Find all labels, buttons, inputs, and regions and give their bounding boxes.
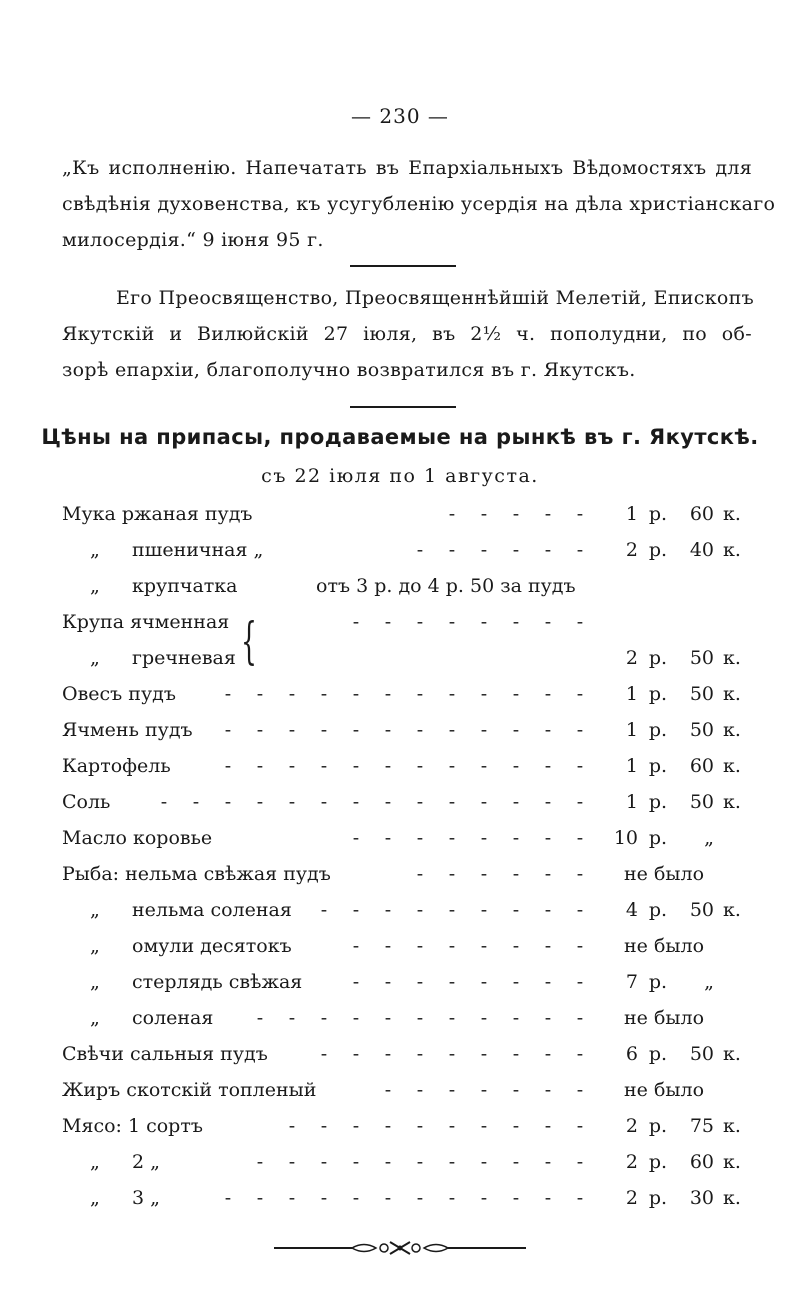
price-roubles-number: 6 — [625, 1043, 638, 1065]
item-label: Ячмень пудъ — [62, 719, 193, 741]
ditto-mark: „ — [90, 647, 100, 669]
item-name — [62, 536, 263, 564]
kopeck-abbrev: к. — [723, 683, 741, 705]
item-name — [62, 1184, 160, 1212]
rouble-abbrev: р. — [648, 899, 668, 921]
item-name — [62, 824, 212, 852]
price-roubles-number: 2 — [625, 539, 638, 561]
rouble-abbrev: р. — [648, 503, 668, 525]
ditto-mark: „ — [90, 971, 100, 993]
item-name — [62, 1004, 213, 1032]
price-kopecks-number: 50 — [689, 1043, 714, 1065]
item-label: Рыба: нельма свѣжая пудъ — [62, 863, 331, 885]
item-name — [62, 932, 292, 960]
brace-bracket: { — [241, 612, 257, 670]
leader-dashes: - - - - - - - - - — [320, 1043, 584, 1065]
ditto-mark: „ — [90, 1187, 100, 1209]
price-row — [62, 644, 754, 672]
kopeck-abbrev: к. — [723, 503, 741, 525]
price-row — [62, 860, 754, 888]
price-roubles-number: 2 — [625, 1187, 638, 1209]
leader-dashes: - - - - - - - - — [352, 935, 584, 957]
leader-dashes: - - - - - - - - - - - - — [224, 1187, 584, 1209]
item-name — [62, 968, 302, 996]
leader-dashes: - - - - - - - - — [352, 971, 584, 993]
item-price — [610, 968, 754, 996]
not-available-label: не было — [624, 1079, 705, 1101]
leader-dashes: - - - - - - - - — [352, 611, 584, 633]
price-roubles-number: 10 — [613, 827, 638, 849]
not-available-label: не было — [624, 935, 705, 957]
kopeck-abbrev: к. — [723, 1115, 741, 1137]
rouble-abbrev: р. — [648, 1115, 668, 1137]
item-label: Соль — [62, 791, 111, 813]
price-roubles-number: 7 — [625, 971, 638, 993]
item-price — [610, 896, 754, 924]
price-row — [62, 788, 754, 816]
leader-dashes: - - - - - - - - - - - - — [224, 719, 584, 741]
item-price — [610, 1148, 754, 1176]
item-label: гречневая — [132, 647, 236, 669]
item-name — [62, 788, 110, 816]
price-roubles-number: 1 — [625, 791, 638, 813]
item-label: Картофель — [62, 755, 171, 777]
leader-dashes: - - - - - - — [416, 863, 584, 885]
paragraph-line: свѣдѣнія духовенства, къ усугубленію усердія на дѣла христіанскаго — [62, 193, 776, 215]
paragraph-line: Его Преосвященство, Преосвященнѣйшій Мелетій, Епископъ — [116, 287, 754, 309]
price-row — [62, 1040, 754, 1068]
price-row — [62, 608, 754, 636]
item-label: Жиръ скотскій топленый — [62, 1079, 317, 1101]
rouble-abbrev: р. — [648, 1187, 668, 1209]
item-label: Мясо: 1 сортъ — [62, 1115, 203, 1137]
item-price — [610, 500, 754, 528]
price-roubles-number: 2 — [625, 647, 638, 669]
item-name — [62, 500, 253, 528]
item-label: 2 „ — [132, 1151, 160, 1173]
rouble-abbrev: р. — [648, 791, 668, 813]
item-name — [62, 860, 331, 888]
price-kopecks-number: 50 — [689, 899, 714, 921]
item-label: Свѣчи сальныя пудъ — [62, 1043, 268, 1065]
item-label: крупчатка — [132, 575, 238, 597]
kopeck-abbrev: к. — [723, 1151, 741, 1173]
item-price — [610, 1112, 754, 1140]
kopeck-abbrev: к. — [723, 791, 741, 813]
rouble-abbrev: р. — [648, 755, 668, 777]
leader-dashes: - - - - - - — [416, 539, 584, 561]
price-roubles-number: 1 — [625, 503, 638, 525]
price-row — [62, 680, 754, 708]
item-name — [62, 1076, 316, 1104]
ditto-mark: „ — [90, 935, 100, 957]
price-roubles-number: 1 — [625, 683, 638, 705]
price-kopecks-number: 30 — [689, 1187, 714, 1209]
item-label: пшеничная „ — [132, 539, 264, 561]
paragraph-line: зорѣ епархіи, благополучно возвратился въ г. Якутскъ. — [62, 359, 636, 381]
price-kopecks-number: 60 — [689, 755, 714, 777]
kopeck-abbrev: к. — [723, 1187, 741, 1209]
leader-dashes: - - - - - - - - - - - — [256, 1151, 584, 1173]
price-kopecks-number: „ — [704, 971, 714, 993]
kopeck-abbrev: к. — [723, 899, 741, 921]
item-name — [62, 716, 193, 744]
item-name — [62, 1112, 203, 1140]
item-price — [610, 824, 754, 852]
paragraph-line: „Къ исполненію. Напечатать въ Епархіальныхъ Вѣдомостяхъ для — [62, 157, 752, 179]
item-label: Овесъ пудъ — [62, 683, 176, 705]
leader-dashes: - - - - - - - - — [352, 827, 584, 849]
leader-dashes: - - - - - - - - - - — [288, 1115, 584, 1137]
item-name — [62, 608, 229, 636]
leader-dashes: - - - - - - - - - - - - — [224, 683, 584, 705]
price-row — [62, 500, 754, 528]
item-label: Масло коровье — [62, 827, 213, 849]
price-row — [62, 536, 754, 564]
item-price — [610, 644, 754, 672]
rouble-abbrev: р. — [648, 1043, 668, 1065]
kopeck-abbrev: к. — [723, 647, 741, 669]
rouble-abbrev: р. — [648, 539, 668, 561]
price-kopecks-number: 60 — [689, 503, 714, 525]
section-divider — [350, 265, 456, 267]
leader-dashes: - - - - - - - - - - - - - - — [160, 791, 584, 813]
item-name — [62, 644, 236, 672]
item-price — [610, 680, 754, 708]
price-row — [62, 1076, 754, 1104]
price-roubles-number: 2 — [625, 1151, 638, 1173]
price-kopecks-number: 40 — [689, 539, 714, 561]
paragraph-line: милосердія.“ 9 іюня 95 г. — [62, 229, 324, 251]
price-row — [62, 968, 754, 996]
item-price — [610, 716, 754, 744]
ditto-mark: „ — [90, 1007, 100, 1029]
leader-dashes: - - - - - — [448, 503, 584, 525]
item-label: нельма соленая — [132, 899, 292, 921]
not-available-label: не было — [624, 1007, 705, 1029]
resolution-paragraph — [62, 150, 776, 258]
price-kopecks-number: 50 — [689, 719, 714, 741]
price-row — [62, 716, 754, 744]
price-list-title: Цѣны на припасы, продаваемые на рынкѣ въ г. Якутскѣ. — [41, 425, 759, 449]
price-kopecks-number: 50 — [689, 647, 714, 669]
price-kopecks-number: 50 — [689, 683, 714, 705]
item-price — [610, 932, 754, 960]
price-row — [62, 896, 754, 924]
price-row — [62, 1184, 754, 1212]
not-available-label: не было — [624, 863, 705, 885]
item-price — [610, 788, 754, 816]
item-price — [610, 752, 754, 780]
kopeck-abbrev: к. — [723, 755, 741, 777]
item-name — [62, 896, 292, 924]
ditto-mark: „ — [90, 575, 100, 597]
price-row — [62, 932, 754, 960]
rouble-abbrev: р. — [648, 647, 668, 669]
paragraph-line: Якутскій и Вилюйскій 27 іюля, въ 2½ ч. пополудни, по об- — [62, 323, 752, 345]
item-label: Мука ржаная пудъ — [62, 503, 253, 525]
ornament-divider — [274, 1240, 526, 1256]
leader-dashes: - - - - - - - - - - - — [256, 1007, 584, 1029]
item-name — [62, 680, 176, 708]
price-list-period: съ 22 іюля по 1 августа. — [261, 465, 539, 487]
item-price — [610, 1040, 754, 1068]
section-divider — [350, 406, 456, 408]
price-row — [62, 824, 754, 852]
page-number: — 230 — — [351, 104, 449, 128]
price-kopecks-number: 50 — [689, 791, 714, 813]
price-row — [62, 752, 754, 780]
price-kopecks-number: „ — [704, 827, 714, 849]
price-roubles-number: 2 — [625, 1115, 638, 1137]
item-label: стерлядь свѣжая — [132, 971, 303, 993]
leader-dashes: - - - - - - - - - — [320, 899, 584, 921]
item-label: Крупа ячменная — [62, 611, 230, 633]
item-label: 3 „ — [132, 1187, 160, 1209]
ditto-mark: „ — [90, 1151, 100, 1173]
rouble-abbrev: р. — [648, 719, 668, 741]
price-kopecks-number: 60 — [689, 1151, 714, 1173]
price-roubles-number: 1 — [625, 719, 638, 741]
rouble-abbrev: р. — [648, 971, 668, 993]
price-row — [62, 1148, 754, 1176]
kopeck-abbrev: к. — [723, 719, 741, 741]
price-roubles-number: 1 — [625, 755, 638, 777]
item-name — [62, 572, 237, 600]
item-name — [62, 752, 171, 780]
item-price — [610, 1076, 754, 1104]
item-price — [610, 536, 754, 564]
price-row — [62, 572, 754, 600]
ditto-mark: „ — [90, 539, 100, 561]
rouble-abbrev: р. — [648, 683, 668, 705]
kopeck-abbrev: к. — [723, 1043, 741, 1065]
bishop-return-paragraph — [62, 280, 752, 388]
item-label: омули десятокъ — [132, 935, 292, 957]
item-name — [62, 1148, 160, 1176]
item-price — [610, 1004, 754, 1032]
leader-dashes: - - - - - - - - - - - - — [224, 755, 584, 777]
item-name — [62, 1040, 268, 1068]
price-roubles-number: 4 — [625, 899, 638, 921]
ditto-mark: „ — [90, 899, 100, 921]
item-price — [610, 860, 754, 888]
rouble-abbrev: р. — [648, 827, 668, 849]
kopeck-abbrev: к. — [723, 539, 741, 561]
price-row — [62, 1004, 754, 1032]
price-range: отъ 3 р. до 4 р. 50 за пудъ — [316, 575, 576, 597]
item-label: соленая — [132, 1007, 214, 1029]
price-row — [62, 1112, 754, 1140]
rouble-abbrev: р. — [648, 1151, 668, 1173]
item-price — [610, 1184, 754, 1212]
price-kopecks-number: 75 — [689, 1115, 714, 1137]
leader-dashes: - - - - - - - — [384, 1079, 584, 1101]
